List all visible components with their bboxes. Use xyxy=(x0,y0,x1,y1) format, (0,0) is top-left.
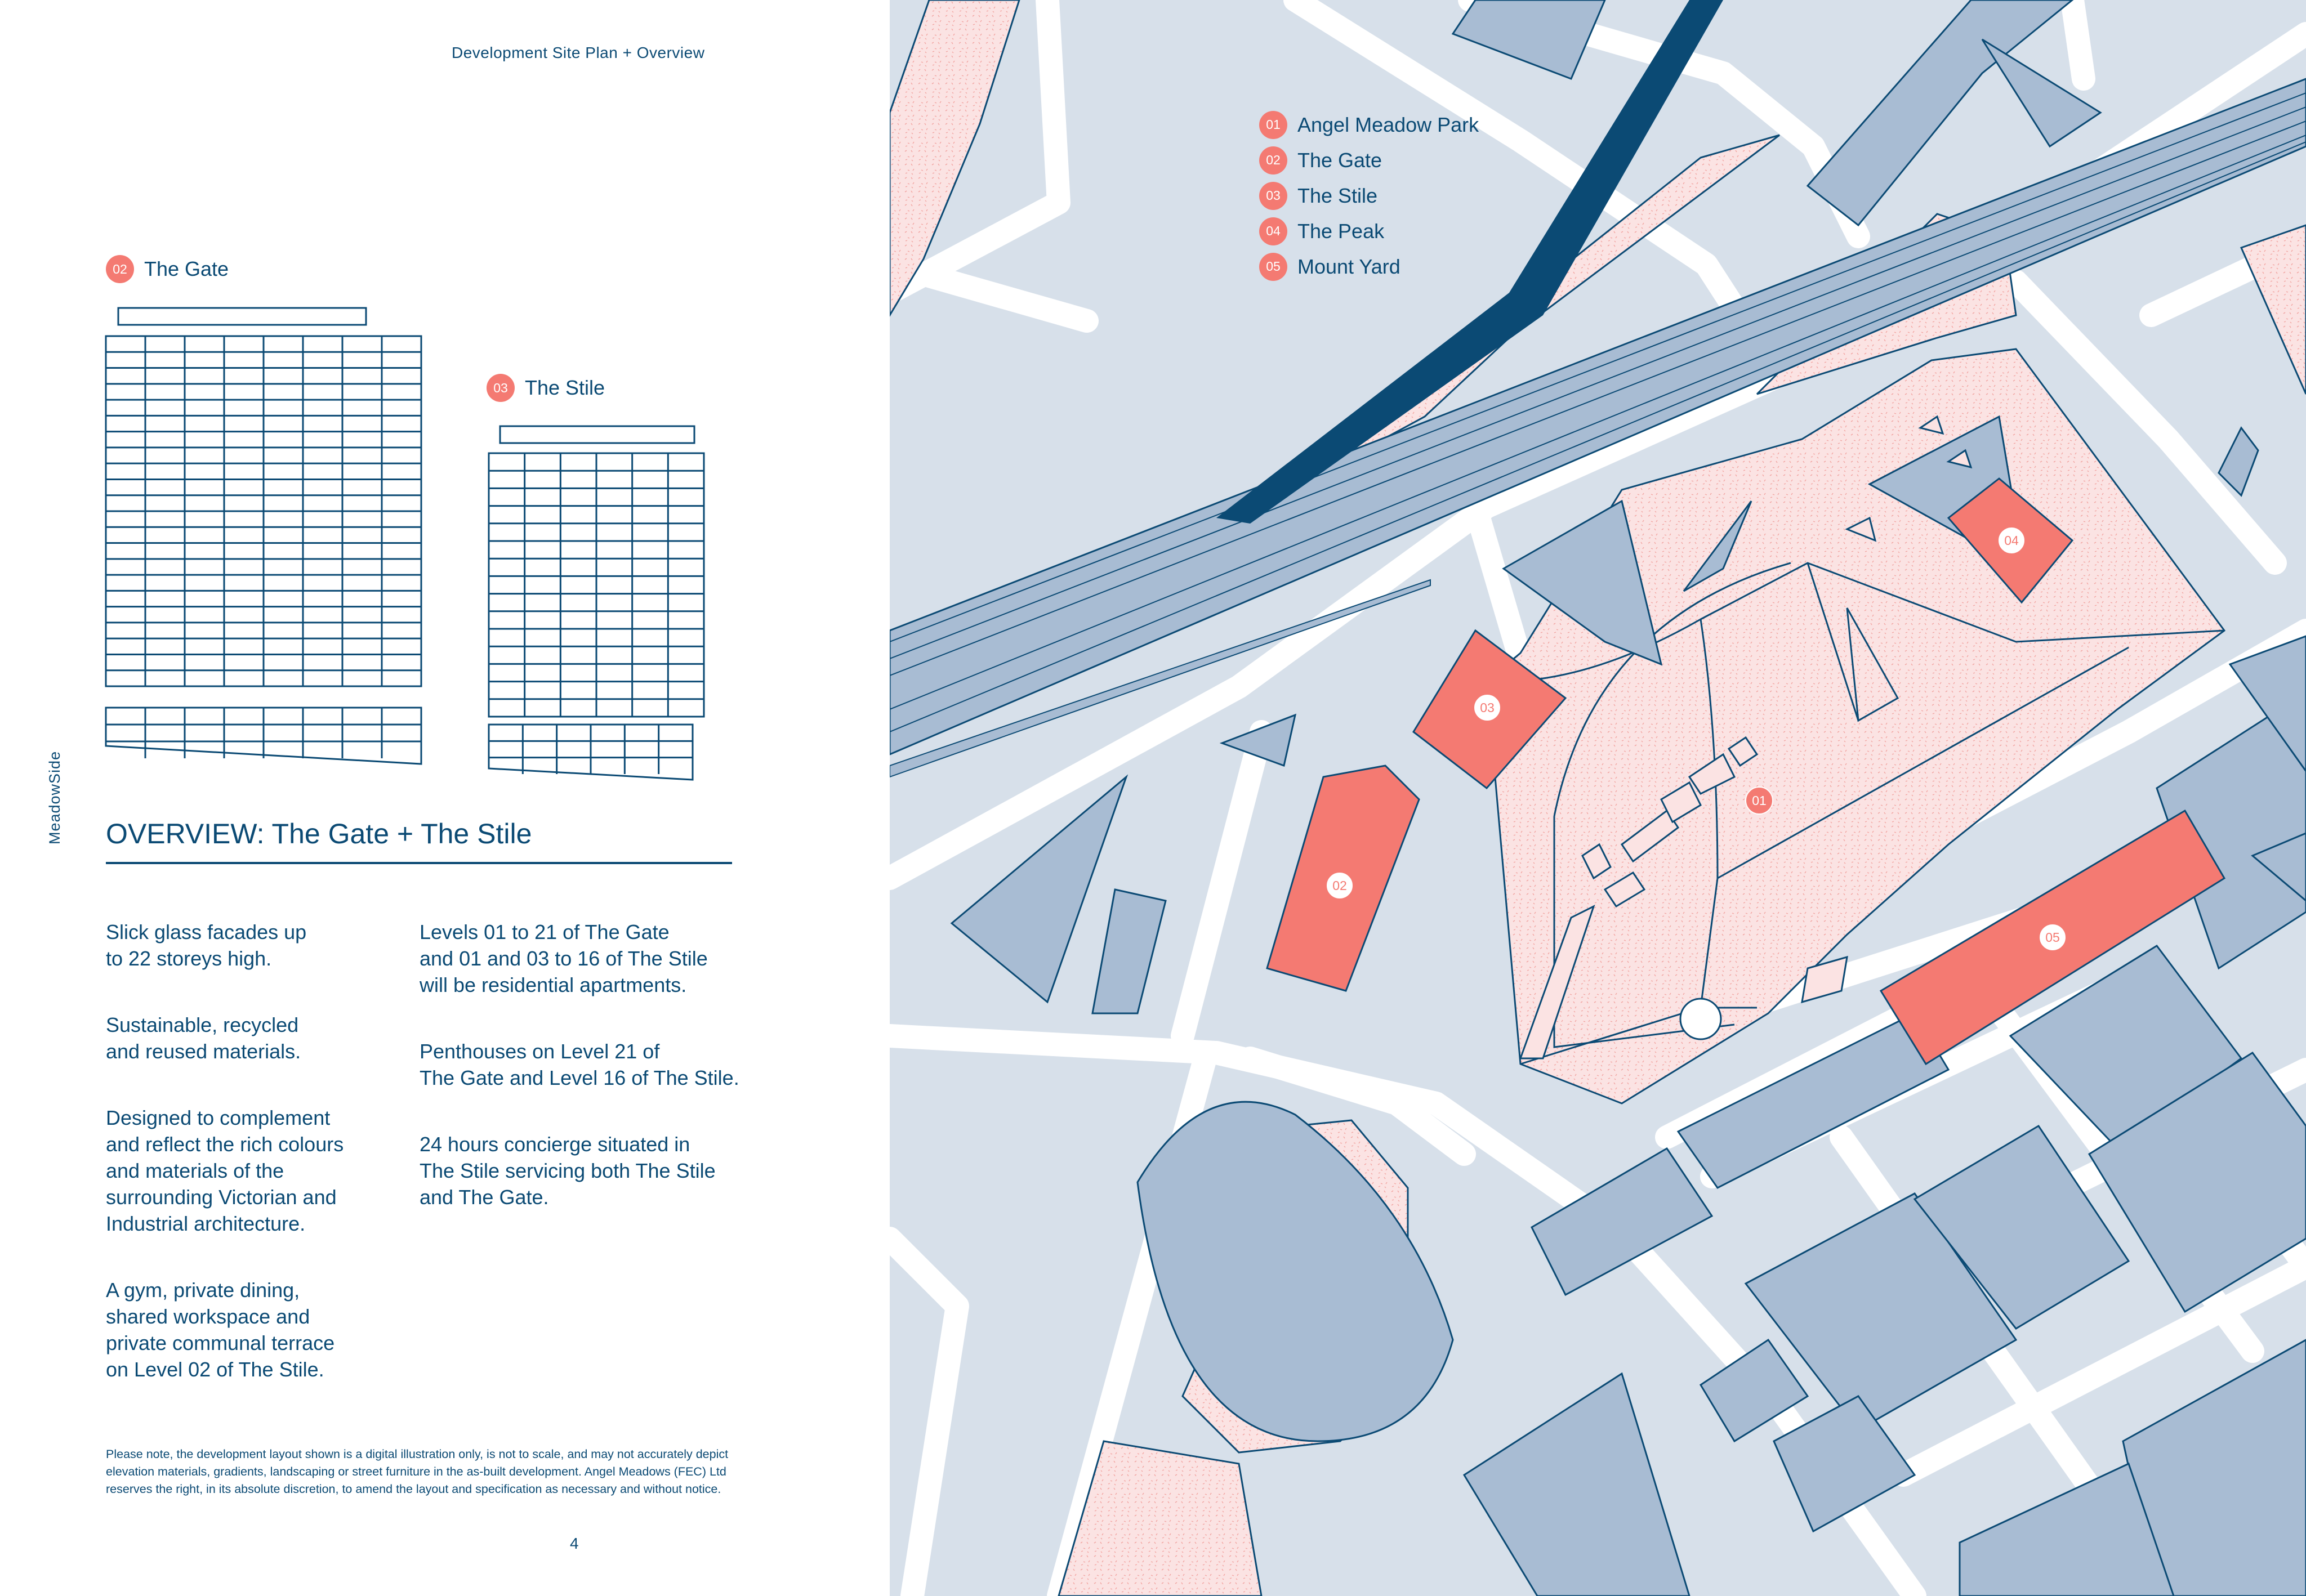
map-marker-the-stile: 03 xyxy=(1473,694,1501,722)
legend-item-the-gate xyxy=(1259,142,1479,178)
page-header-title: Development Site Plan + Overview xyxy=(452,44,705,61)
overview-paragraph: A gym, private dining, shared workspace and private communal terrace on Level 02 of The Stile. xyxy=(106,1278,335,1381)
overview-right-column xyxy=(420,892,780,1250)
tower-elevations-illustration xyxy=(101,301,710,797)
map-marker-mount-yard: 05 xyxy=(2039,923,2067,951)
stile-name: The Stile xyxy=(525,376,605,399)
overview-paragraph: 24 hours concierge situated in The Stile servicing both The Stile and The Gate. xyxy=(420,1133,716,1209)
gate-label xyxy=(106,255,229,283)
legend-label: The Peak xyxy=(1297,219,1385,243)
legend-number-badge: 03 xyxy=(1259,182,1287,210)
gate-name: The Gate xyxy=(144,257,229,280)
disclaimer-text: Please note, the development layout shown is a digital illustration only, is not to scale, and may not accurately depict elevation materials, gradients, landscaping or street furniture in the as-built development. Angel Meadows (FEC) Ltd reserves the right, in its absolute discretion, to amend the layout and specification as necessary and without notice. xyxy=(106,1447,729,1496)
map-marker-angel-meadow-park: 01 xyxy=(1745,786,1773,815)
legend-number-badge: 02 xyxy=(1259,146,1287,175)
map-legend xyxy=(1259,107,1479,284)
overview-paragraph: Designed to complement and reflect the rich colours and materials of the surrounding Victorian and Industrial architecture. xyxy=(106,1106,344,1235)
overview-paragraph: Penthouses on Level 21 of The Gate and Level 16 of The Stile. xyxy=(420,1040,739,1089)
legend-number-badge: 01 xyxy=(1259,111,1287,139)
brand-name: MeadowSide xyxy=(46,750,63,844)
overview-left-column xyxy=(106,892,399,1423)
overview-divider xyxy=(106,862,732,864)
legend-label: The Stile xyxy=(1297,184,1378,207)
map-marker-the-gate: 02 xyxy=(1326,871,1354,900)
site-map-illustration xyxy=(890,0,2306,1596)
map-marker-the-peak: 04 xyxy=(1997,526,2026,555)
legend-item-angel-meadow-park xyxy=(1259,107,1479,142)
overview-paragraph: Levels 01 to 21 of The Gate and 01 and 03 to 16 of The Stile will be residential apartments. xyxy=(420,920,708,996)
legend-item-mount-yard xyxy=(1259,249,1479,284)
overview-paragraph: Slick glass facades up to 22 storeys high. xyxy=(106,920,307,970)
legend-item-the-stile xyxy=(1259,178,1479,213)
legend-number-badge: 04 xyxy=(1259,217,1287,245)
left-page xyxy=(0,0,890,1596)
overview-paragraph: Sustainable, recycled and reused materials. xyxy=(106,1013,301,1063)
legend-label: The Gate xyxy=(1297,148,1382,172)
legend-number-badge: 05 xyxy=(1259,253,1287,281)
stile-number-badge: 03 xyxy=(487,374,515,402)
site-map xyxy=(890,0,2306,1596)
gate-tower-elevation xyxy=(106,308,421,764)
stile-tower-elevation xyxy=(489,426,704,780)
legend-label: Angel Meadow Park xyxy=(1297,113,1479,136)
page-number: 4 xyxy=(570,1535,579,1552)
legend-label: Mount Yard xyxy=(1297,254,1400,278)
legend-item-the-peak xyxy=(1259,213,1479,249)
gate-number-badge: 02 xyxy=(106,255,134,283)
overview-heading: OVERVIEW: The Gate + The Stile xyxy=(106,818,532,850)
